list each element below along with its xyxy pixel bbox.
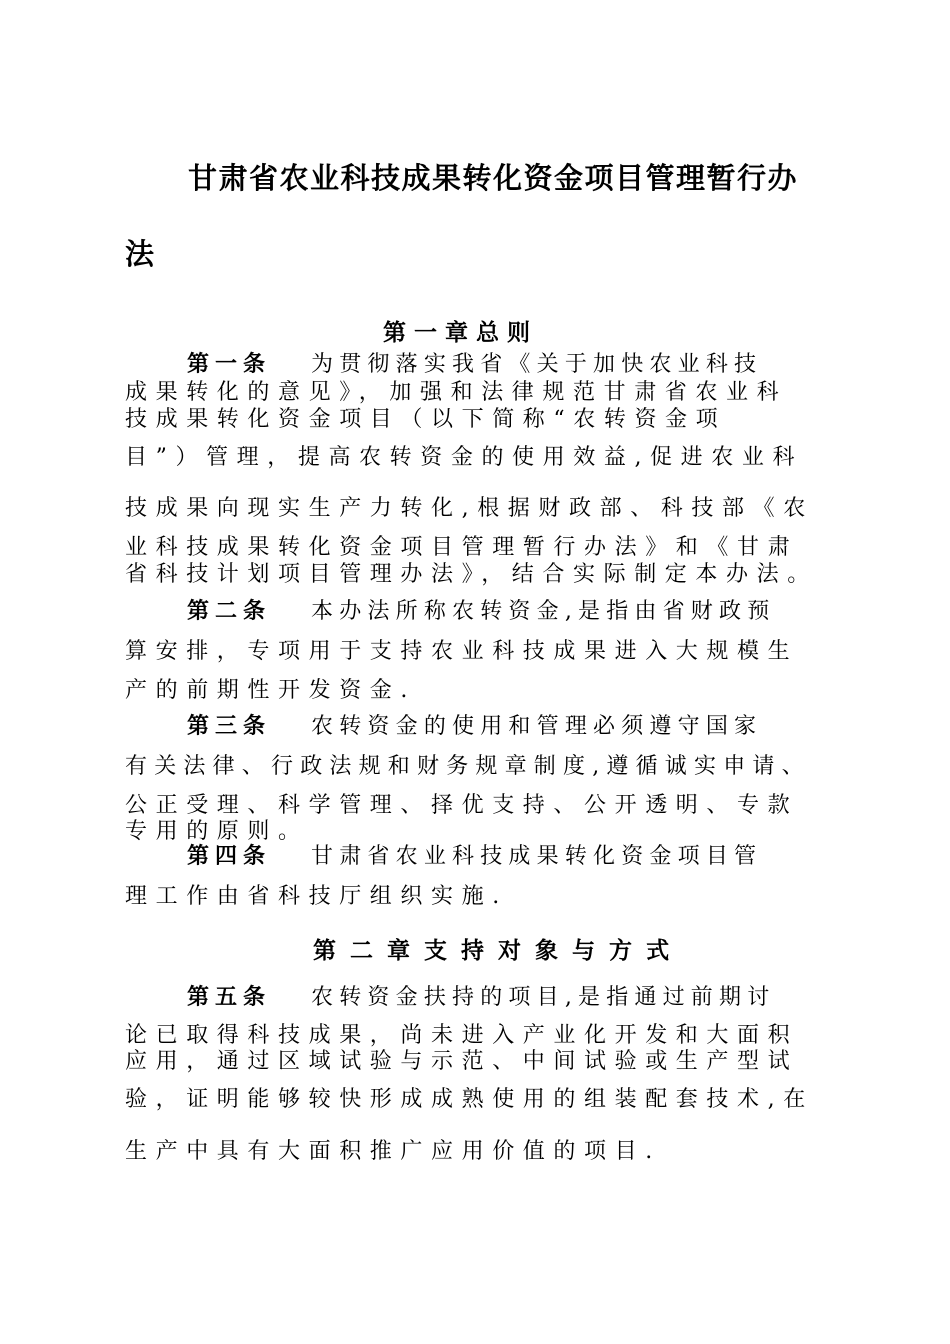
article-5-text-1: 农转资金扶持的项目,是指通过前期讨 [311, 985, 776, 1010]
article-1-line-3: 技成果转化资金项目（以下简称“农转资金项 [125, 407, 727, 432]
chapter-2-heading: 第 二 章 支 持 对 象 与 方 式 [313, 938, 673, 964]
article-2-line-1 [187, 597, 827, 627]
article-5-line-2: 论已取得科技成果，尚未进入产业化开发和大面积 [125, 1023, 799, 1048]
article-3-line-3: 公正受理、科学管理、择优支持、公开透明、专款 [125, 793, 799, 818]
article-3-label: 第三条 [187, 714, 272, 739]
document-title-line1: 甘肃省农业科技成果转化资金项目管理暂行办 [188, 161, 799, 195]
document-title-line2: 法 [125, 237, 156, 271]
article-4-line-1 [187, 842, 827, 872]
article-5-line-4: 验，证明能够较快形成成熟使用的组装配套技术,在 [125, 1087, 814, 1112]
article-3-line-1 [187, 712, 827, 742]
article-1-line-5: 技成果向现实生产力转化,根据财政部、科技部《农 [125, 496, 814, 521]
article-5-line-3: 应用，通过区域试验与示范、中间试验或生产型试 [125, 1049, 799, 1074]
article-1-line-2: 成果转化的意见》，加强和法律规范甘肃省农业科 [125, 380, 788, 405]
article-3-text-1: 农转资金的使用和管理必须遵守国家 [311, 714, 763, 739]
article-3-line-2: 有关法律、行政法规和财务规章制度,遵循诚实申请、 [125, 754, 811, 779]
article-2-line-3: 产的前期性开发资金. [125, 678, 416, 703]
article-1-line-4: 目”）管理，提高农转资金的使用效益,促进农业科 [125, 445, 804, 470]
article-1-line-1 [187, 350, 827, 380]
article-5-line-1 [187, 983, 827, 1013]
article-3-line-4: 专用的原则。 [125, 819, 309, 844]
article-2-label: 第二条 [187, 599, 272, 624]
chapter-1-heading: 第 一 章 总 则 [383, 320, 531, 346]
article-4-label: 第四条 [187, 844, 272, 869]
article-1-line-7: 省科技计划项目管理办法》，结合实际制定本办法。 [125, 562, 818, 587]
article-4-line-2: 理工作由省科技厅组织实施. [125, 884, 508, 909]
article-4-text-1: 甘肃省农业科技成果转化资金项目管 [311, 844, 763, 869]
article-1-label: 第一条 [187, 352, 272, 377]
article-2-text-1: 本办法所称农转资金,是指由省财政预 [311, 599, 776, 624]
article-5-label: 第五条 [187, 985, 272, 1010]
article-1-text-1: 为贯彻落实我省《关于加快农业科技 [311, 352, 763, 377]
article-5-line-5: 生产中具有大面积推广应用价值的项目. [125, 1139, 661, 1164]
article-2-line-2: 算安排，专项用于支持农业科技成果进入大规模生 [125, 639, 799, 664]
article-1-line-6: 业科技成果转化资金项目管理暂行办法》和《甘肃 [125, 535, 799, 560]
